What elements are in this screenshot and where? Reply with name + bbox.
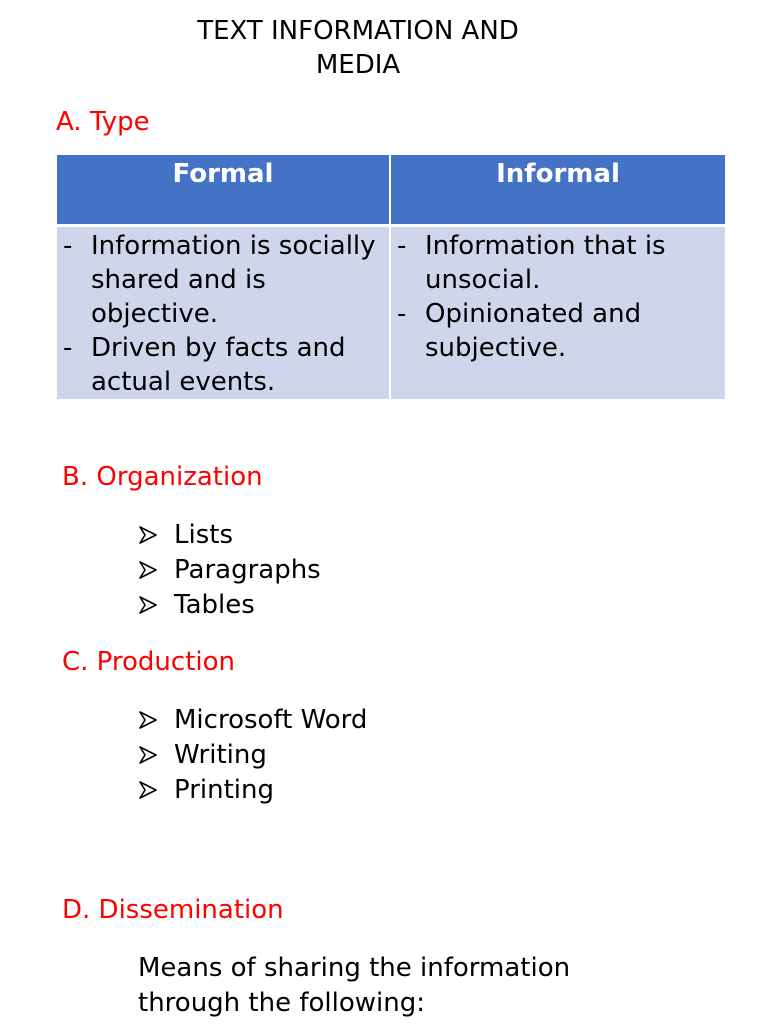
list-item bbox=[138, 588, 321, 623]
organization-list bbox=[138, 518, 321, 623]
page-title-line-2: MEDIA bbox=[315, 50, 401, 80]
arrow-right-icon bbox=[138, 711, 158, 729]
production-item-text: Microsoft Word bbox=[174, 705, 368, 735]
organization-item-text: Lists bbox=[174, 520, 233, 550]
list-item bbox=[138, 703, 367, 738]
list-item bbox=[138, 738, 367, 773]
type-table-row bbox=[57, 225, 725, 399]
formal-list bbox=[61, 229, 385, 399]
list-item bbox=[61, 229, 385, 331]
list-item bbox=[138, 553, 321, 588]
type-table-header-formal: Formal bbox=[57, 155, 390, 225]
list-item bbox=[395, 297, 721, 365]
section-heading-type: A. Type bbox=[56, 107, 150, 137]
organization-item-text: Paragraphs bbox=[174, 555, 321, 585]
arrow-right-icon bbox=[138, 781, 158, 799]
list-item bbox=[395, 229, 721, 297]
dissemination-text-line-1: Means of sharing the information bbox=[138, 953, 571, 983]
type-table-cell-formal bbox=[57, 225, 390, 399]
section-heading-organization: B. Organization bbox=[62, 462, 263, 492]
formal-item-text: Driven by facts and actual events. bbox=[91, 332, 346, 397]
informal-item-text: Information that is unsocial. bbox=[425, 230, 666, 295]
dash-bullet: - bbox=[397, 298, 407, 329]
type-table-cell-informal bbox=[390, 225, 725, 399]
list-item bbox=[138, 518, 321, 553]
page-title bbox=[150, 14, 566, 82]
list-item bbox=[61, 331, 385, 399]
page-title-line-1: TEXT INFORMATION AND bbox=[197, 16, 519, 46]
arrow-right-icon bbox=[138, 561, 158, 579]
list-item bbox=[138, 773, 367, 808]
section-heading-dissemination: D. Dissemination bbox=[62, 895, 284, 925]
informal-item-text: Opinionated and subjective. bbox=[425, 298, 642, 363]
dash-bullet: - bbox=[63, 332, 73, 363]
production-list bbox=[138, 703, 367, 808]
formal-item-text: Information is socially shared and is objective. bbox=[91, 230, 376, 329]
section-heading-production: C. Production bbox=[62, 647, 236, 677]
dash-bullet: - bbox=[397, 230, 407, 261]
type-table-header-row bbox=[57, 155, 725, 225]
dissemination-description bbox=[138, 951, 738, 1021]
arrow-right-icon bbox=[138, 746, 158, 764]
arrow-right-icon bbox=[138, 596, 158, 614]
production-item-text: Writing bbox=[174, 740, 267, 770]
type-table-header-informal: Informal bbox=[390, 155, 725, 225]
type-table bbox=[57, 155, 725, 399]
organization-item-text: Tables bbox=[174, 590, 255, 620]
dissemination-text-line-2: through the following: bbox=[138, 988, 426, 1018]
dash-bullet: - bbox=[63, 230, 73, 261]
informal-list bbox=[395, 229, 721, 365]
production-item-text: Printing bbox=[174, 775, 275, 805]
arrow-right-icon bbox=[138, 526, 158, 544]
